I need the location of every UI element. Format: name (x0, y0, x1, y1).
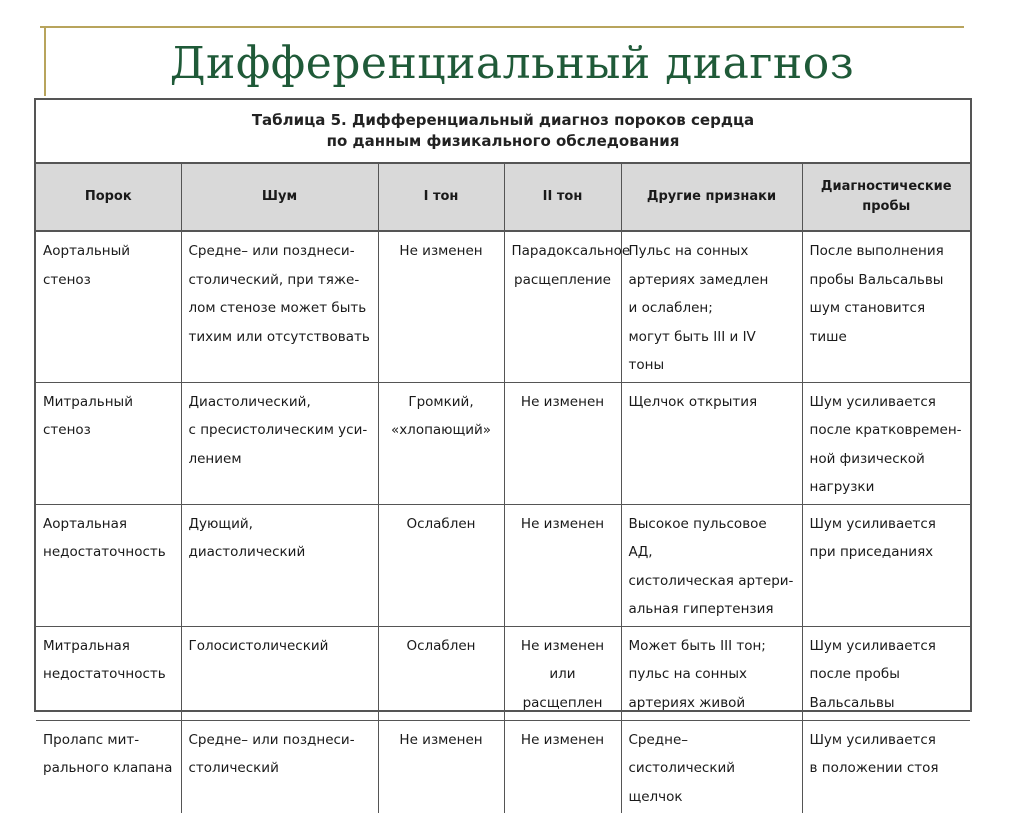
cell-other-signs: Пульс на сонных артериях замедлен и ослаблен; могут быть III и IV тоны (621, 231, 802, 382)
header-diagnostic-tests: Диагностические пробы (802, 164, 970, 231)
table-caption-line-1: Таблица 5. Дифференциальный диагноз пороков сердца (251, 111, 755, 129)
cell-diagnostic-tests: Шум усиливается после кратковремен- ной физической нагрузки (802, 382, 970, 504)
slide-frame-top-line (40, 26, 964, 28)
cell-murmur: Дующий, диастолический (181, 504, 378, 626)
cell-defect: Аортальный стеноз (36, 231, 181, 382)
cell-diagnostic-tests: Шум усиливается при приседаниях (802, 504, 970, 626)
cell-second-sound: Не изменен (504, 504, 621, 626)
cell-defect: Митральная недостаточность (36, 626, 181, 720)
cell-defect: Пролапс мит- рального клапана (36, 720, 181, 813)
cell-murmur: Средне– или позднеси- столический, при тяже- лом стенозе может быть тихим или отсутствовать (181, 231, 378, 382)
table-row (36, 720, 970, 813)
cell-defect: Аортальная недостаточность (36, 504, 181, 626)
cell-diagnostic-tests: Шум усиливается в положении стоя (809, 731, 939, 776)
table-caption-line-2: по данным физикального обследования (326, 132, 680, 150)
cell-first-sound: Не изменен (378, 720, 504, 813)
cell-murmur: Диастолический, с пресистолическим уси- лением (181, 382, 378, 504)
slide-title: Дифференциальный диагноз (169, 38, 855, 89)
cell-defect: Митральный стеноз (36, 382, 181, 504)
cell-second-sound: Не изменен (504, 720, 621, 813)
cell-second-sound: Не изменен (504, 382, 621, 504)
cell-murmur: Средне– или позднеси- столический (181, 720, 378, 813)
header-first-sound: I тон (378, 164, 504, 231)
cell-other-signs: Может быть III тон; пульс на сонных артериях живой (621, 626, 802, 720)
table-header-row (36, 164, 970, 231)
cell-other-signs: Щелчок открытия (621, 382, 802, 504)
cell-first-sound: Не изменен (378, 231, 504, 382)
diagnosis-table-container (34, 98, 972, 805)
table-row (36, 626, 970, 720)
cell-first-sound: Громкий, «хлопающий» (378, 382, 504, 504)
cell-first-sound: Ослаблен (378, 504, 504, 626)
cell-diagnostic-tests: Шум усиливается после пробы Вальсальвы (802, 626, 970, 720)
table-row (36, 382, 970, 504)
header-defect: Порок (36, 164, 181, 231)
table-caption (36, 100, 970, 164)
table-row (36, 231, 970, 382)
cell-first-sound: Ослаблен (378, 626, 504, 720)
cell-diagnostic-tests: После выполнения пробы Вальсальвы шум становится тише (802, 231, 970, 382)
cell-other-signs: Средне–систолический щелчок (621, 720, 802, 813)
header-murmur: Шум (181, 164, 378, 231)
cell-second-sound: Не изменен или расщеплен (504, 626, 621, 720)
header-other-signs: Другие признаки (621, 164, 802, 231)
header-second-sound: II тон (504, 164, 621, 231)
table-row (36, 504, 970, 626)
cell-second-sound: Парадоксальное расщепление (504, 231, 621, 382)
diagnosis-table (36, 164, 970, 813)
cell-murmur: Голосистолический (181, 626, 378, 720)
cell-other-signs: Высокое пульсовое АД, систолическая артери- альная гипертензия (621, 504, 802, 626)
